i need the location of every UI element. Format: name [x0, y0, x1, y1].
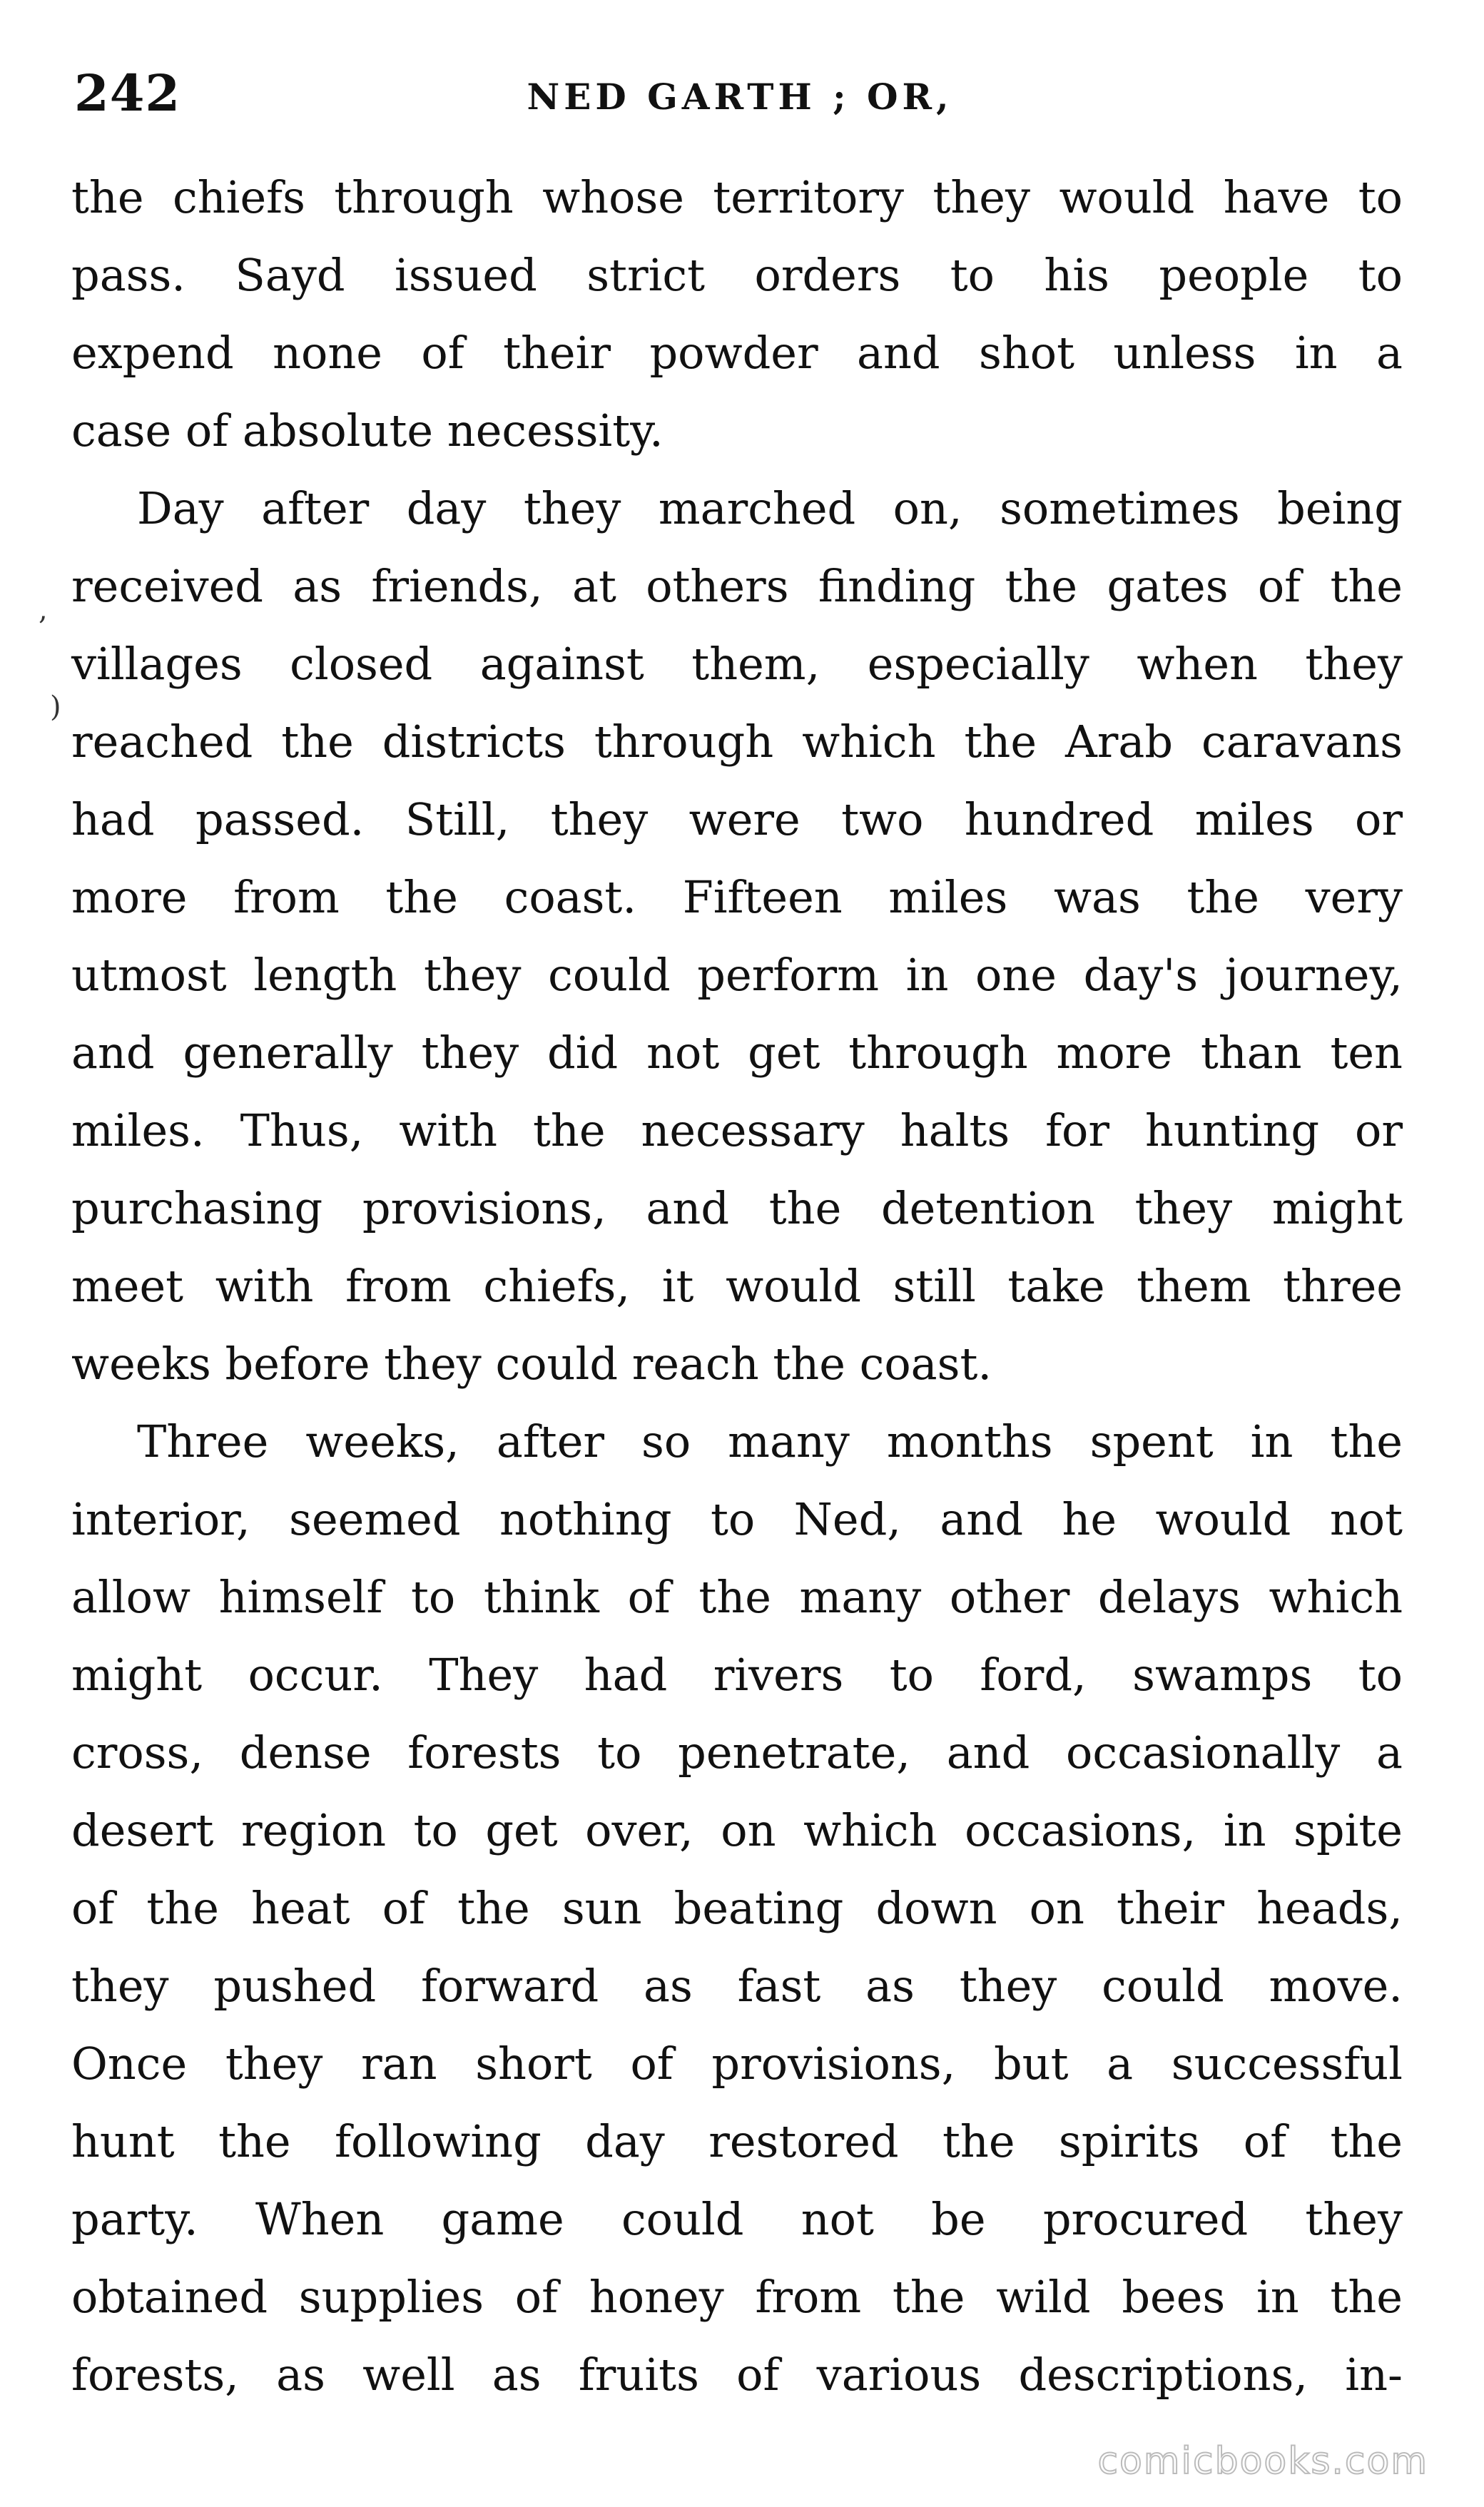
watermark: comicbooks.com [1097, 2440, 1428, 2483]
text-line: forests, as well as fruits of various descriptions, in- [71, 2349, 1403, 2401]
text-line: villages closed against them, especially when they [71, 638, 1403, 690]
paragraph-first-line: Day after day they marched on, sometimes being [137, 482, 1403, 534]
text-line: reached the districts through which the Arab caravans [71, 716, 1403, 768]
running-head: NED GARTH ; OR, [527, 76, 953, 118]
text-line: purchasing provisions, and the detention they might [71, 1182, 1403, 1234]
text-line: they pushed forward as fast as they could move. [71, 1960, 1403, 2012]
text-line: meet with from chiefs, it would still take them three [71, 1260, 1403, 1312]
text-line: might occur. They had rivers to ford, swamps to [71, 1649, 1403, 1701]
text-line: party. When game could not be procured they [71, 2193, 1403, 2245]
text-line: case of absolute necessity. [71, 405, 664, 457]
text-line: hunt the following day restored the spirits of the [71, 2115, 1403, 2167]
text-line: and generally they did not get through more than ten [71, 1027, 1403, 1079]
text-line: had passed. Still, they were two hundred miles or [71, 793, 1403, 845]
text-line: cross, dense forests to penetrate, and occasionally a [71, 1727, 1403, 1779]
text-line: the chiefs through whose territory they would have to [71, 171, 1403, 223]
text-line: pass. Sayd issued strict orders to his people to [71, 249, 1403, 301]
paragraph-first-line: Three weeks, after so many months spent in the [137, 1415, 1403, 1468]
text-line: miles. Thus, with the necessary halts for hunting or [71, 1104, 1403, 1156]
text-line: weeks before they could reach the coast. [71, 1338, 992, 1390]
text-line: desert region to get over, on which occasions, in spite [71, 1804, 1403, 1856]
text-line: allow himself to think of the many other delays which [71, 1571, 1403, 1623]
text-line: obtained supplies of honey from the wild bees in the [71, 2271, 1403, 2323]
text-line: of the heat of the sun beating down on their heads, [71, 1882, 1403, 1934]
text-line: received as friends, at others finding the gates of the [71, 560, 1403, 612]
margin-speck: , [39, 594, 48, 626]
text-line: expend none of their powder and shot unless in a [71, 327, 1403, 379]
page-number: 242 [74, 63, 181, 123]
body-text [71, 158, 1403, 2414]
text-line: utmost length they could perform in one day's journey, [71, 949, 1403, 1001]
text-line: interior, seemed nothing to Ned, and he would not [71, 1493, 1403, 1545]
margin-speck: ) [50, 691, 61, 723]
text-line: more from the coast. Fifteen miles was the very [71, 871, 1403, 923]
text-line: Once they ran short of provisions, but a successful [71, 2038, 1403, 2090]
page-header [74, 61, 1406, 126]
